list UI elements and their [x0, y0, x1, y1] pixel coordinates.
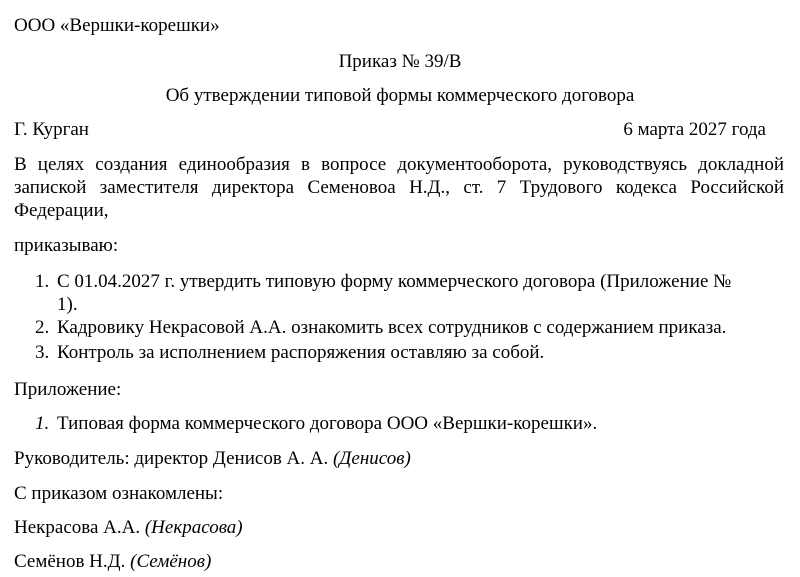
organization-name: ООО «Вершки-корешки»	[14, 15, 220, 36]
preamble-line-1: В целях создания единообразия в вопросе документооборота, руководствуясь докладной	[14, 154, 784, 175]
preamble-line-3: Федерации,	[14, 200, 109, 221]
list-item-text-continued: 1).	[57, 294, 78, 315]
list-item-text: Контроль за исполнением распоряжения оставляю за собой.	[57, 342, 545, 363]
city-date-row	[14, 118, 784, 141]
list-item-text: С 01.04.2027 г. утвердить типовую форму коммерческого договора (Приложение №	[57, 271, 732, 292]
acquainted-label: С приказом ознакомлены:	[14, 483, 224, 504]
list-item-text: Кадровику Некрасовой А.А. ознакомить всех сотрудников с содержанием приказа.	[57, 317, 727, 338]
city: Г. Курган	[14, 119, 89, 140]
list-item-number: 2.	[35, 317, 50, 338]
signer-signature: (Некрасова)	[144, 517, 243, 538]
signer-name: Некрасова А.А.	[14, 517, 145, 538]
list-item-number: 3.	[35, 342, 50, 363]
head-text: Руководитель: директор Денисов А. А.	[14, 448, 333, 469]
attachment-label: Приложение:	[14, 379, 122, 400]
head-signature: (Денисов)	[332, 448, 411, 469]
signer-signature: (Семёнов)	[130, 551, 212, 572]
attachment-text: Типовая форма коммерческого договора ООО «Вершки-корешки».	[57, 413, 598, 434]
order-date: 6 марта 2027 года	[623, 119, 766, 140]
list-item-number: 1.	[35, 271, 50, 292]
order-subject: Об утверждении типовой формы коммерческого договора	[165, 85, 635, 106]
signer-name: Семёнов Н.Д.	[14, 551, 131, 572]
head-signature-line	[14, 447, 411, 470]
signer-row	[14, 516, 243, 539]
order-word: приказываю:	[14, 235, 119, 256]
preamble-line-2: запиской заместителя директора Семеновоа Н.Д., ст. 7 Трудового кодекса Российской	[14, 177, 784, 198]
order-title: Приказ № 39/В	[338, 51, 462, 72]
signer-row	[14, 550, 211, 573]
attachment-number: 1.	[35, 413, 50, 434]
